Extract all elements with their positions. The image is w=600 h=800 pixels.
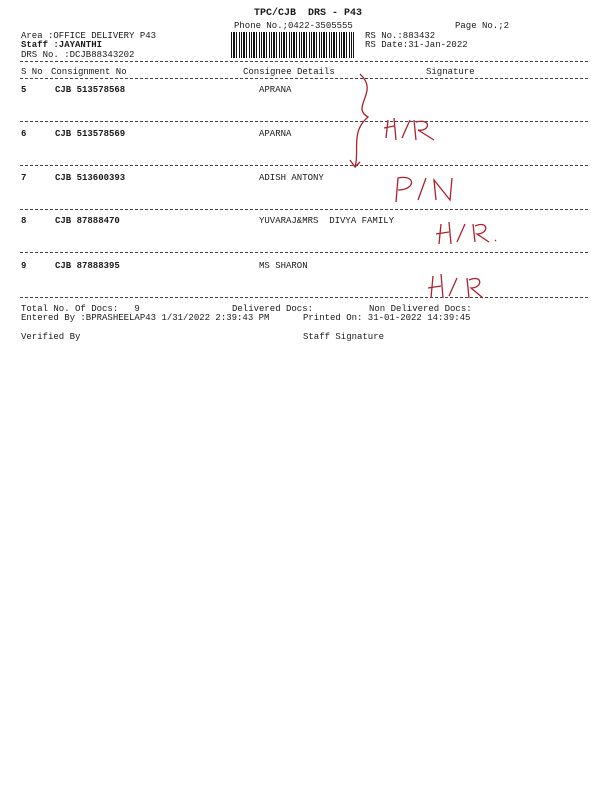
- row-divider: [20, 209, 588, 210]
- row-consignment: CJB 87888470: [55, 216, 120, 226]
- delivered-docs: Delivered Docs:: [232, 304, 314, 314]
- col-sno: S No: [21, 67, 43, 77]
- entered-by: Entered By :BPRASHEELAP43 1/31/2022 2:39:43 PM: [21, 313, 270, 323]
- row-consignee: MS SHARON: [259, 261, 308, 271]
- staff-signature: Staff Signature: [303, 332, 385, 342]
- total-docs: Total No. Of Docs: 9: [21, 304, 140, 314]
- sheet-title: TPC/CJB DRS - P43: [254, 8, 363, 19]
- col-consignment: Consignment No: [51, 67, 127, 77]
- handwritten-signature: [380, 114, 440, 149]
- row-consignment: CJB 513578569: [55, 129, 126, 139]
- row-consignment: CJB 513578568: [55, 85, 126, 95]
- rs-number: RS No.:883432: [365, 31, 436, 41]
- phone-number: Phone No.;0422-3505555: [234, 21, 353, 31]
- divider: [20, 78, 588, 79]
- area-label: Area :OFFICE DELIVERY P43: [21, 31, 157, 41]
- row-consignee: ADISH ANTONY: [259, 173, 324, 183]
- non-delivered-docs: Non Delivered Docs:: [369, 304, 472, 314]
- row-consignee: YUVARAJ&MRS DIVYA FAMILY: [259, 216, 395, 226]
- page-number: Page No.;2: [455, 21, 510, 31]
- divider: [20, 61, 588, 62]
- row-divider: [20, 165, 588, 166]
- handwritten-signature: [433, 216, 503, 253]
- printed-on: Printed On: 31-01-2022 14:39:45: [303, 313, 471, 323]
- row-sno: 7: [21, 173, 27, 183]
- barcode: [231, 32, 354, 58]
- row-consignment: CJB 513600393: [55, 173, 126, 183]
- divider: [20, 297, 588, 298]
- drs-number: DRS No. :DCJB88343202: [21, 50, 135, 60]
- row-sno: 6: [21, 129, 27, 139]
- row-consignment: CJB 87888395: [55, 261, 120, 271]
- handwritten-signature: [425, 270, 495, 307]
- row-sno: 8: [21, 216, 27, 226]
- col-consignee: Consignee Details: [243, 67, 335, 77]
- verified-by: Verified By: [21, 332, 81, 342]
- handwritten-signature: [392, 172, 462, 209]
- row-consignee: APARNA: [259, 129, 292, 139]
- row-sno: 9: [21, 261, 27, 271]
- col-signature: Signature: [426, 67, 475, 77]
- row-sno: 5: [21, 85, 27, 95]
- row-consignee: APRANA: [259, 85, 292, 95]
- handwritten-bracket: [340, 72, 380, 177]
- row-divider: [20, 121, 588, 122]
- rs-date: RS Date:31-Jan-2022: [365, 40, 468, 50]
- staff-label: Staff :JAYANTHI: [21, 40, 103, 50]
